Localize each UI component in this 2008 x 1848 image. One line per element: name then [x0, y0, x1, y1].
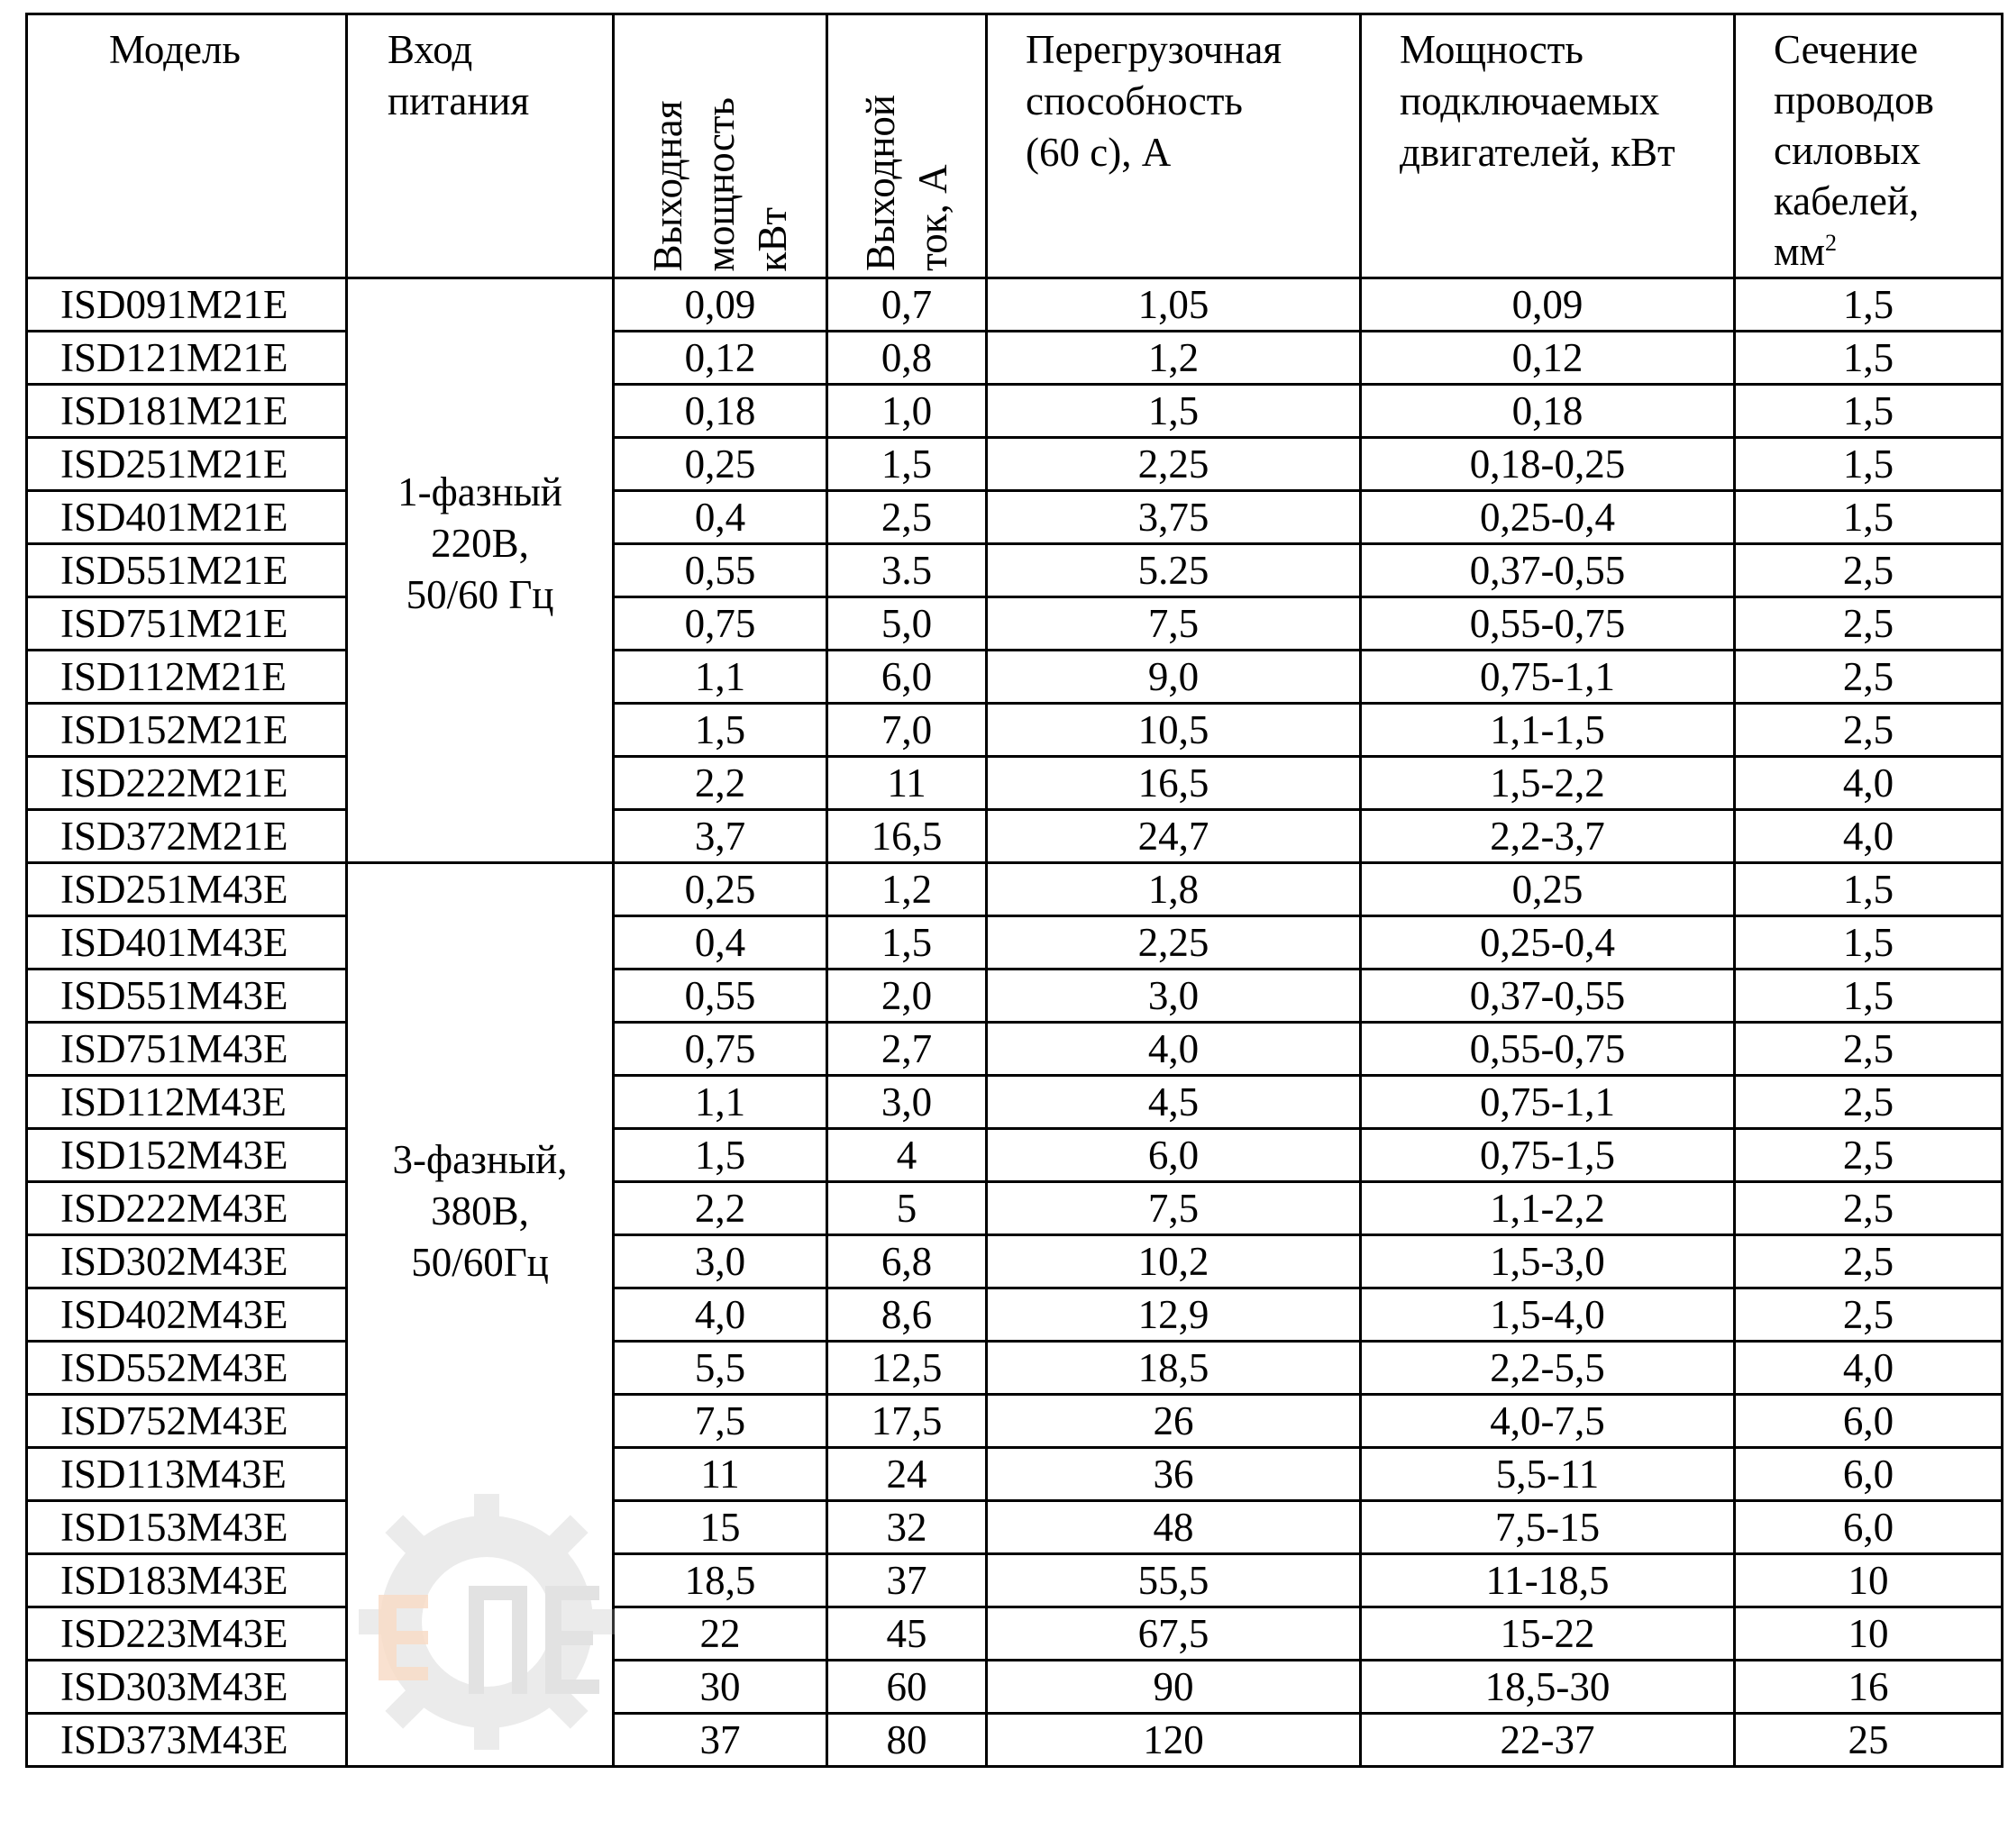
- cell-model: ISD552M43E: [27, 1342, 347, 1395]
- cell-overload: 48: [987, 1501, 1361, 1554]
- cell-output-power: 7,5: [614, 1395, 827, 1448]
- cell-motor-power: 2,2-3,7: [1361, 810, 1735, 863]
- table-row: [27, 1288, 2003, 1342]
- cell-cable-section: 2,5: [1735, 1076, 2003, 1129]
- cell-model: ISD303M43E: [27, 1661, 347, 1714]
- header-output-current: [827, 14, 987, 278]
- header-supply-line2: питания: [388, 78, 530, 123]
- cell-output-current: 17,5: [827, 1395, 987, 1448]
- cell-cable-section: 4,0: [1735, 1342, 2003, 1395]
- table-row: [27, 1076, 2003, 1129]
- cell-overload: 12,9: [987, 1288, 1361, 1342]
- cell-model: ISD401M21E: [27, 491, 347, 544]
- cell-overload: 4,0: [987, 1023, 1361, 1076]
- table-row: [27, 1342, 2003, 1395]
- cell-model: ISD183M43E: [27, 1554, 347, 1607]
- cell-output-power: 18,5: [614, 1554, 827, 1607]
- cell-output-current: 2,5: [827, 491, 987, 544]
- cell-cable-section: 2,5: [1735, 1288, 2003, 1342]
- header-cable-line1: Сечение: [1774, 27, 1919, 72]
- table-row: [27, 385, 2003, 438]
- cell-output-current: 11: [827, 757, 987, 810]
- cell-motor-power: 15-22: [1361, 1607, 1735, 1661]
- cell-output-power: 2,2: [614, 757, 827, 810]
- cell-motor-power: 0,18: [1361, 385, 1735, 438]
- table-row: [27, 332, 2003, 385]
- cell-cable-section: 1,5: [1735, 491, 2003, 544]
- cell-motor-power: 7,5-15: [1361, 1501, 1735, 1554]
- cell-motor-power: 2,2-5,5: [1361, 1342, 1735, 1395]
- cell-motor-power: 0,37-0,55: [1361, 544, 1735, 597]
- cell-motor-power: 4,0-7,5: [1361, 1395, 1735, 1448]
- table-row: [27, 810, 2003, 863]
- cell-overload: 36: [987, 1448, 1361, 1501]
- cell-output-current: 1,5: [827, 438, 987, 491]
- cell-motor-power: 11-18,5: [1361, 1554, 1735, 1607]
- table-row: [27, 491, 2003, 544]
- cell-overload: 10,2: [987, 1235, 1361, 1288]
- cell-output-power: 15: [614, 1501, 827, 1554]
- cell-model: ISD091M21E: [27, 278, 347, 332]
- table-row: [27, 1661, 2003, 1714]
- table-row: [27, 597, 2003, 651]
- header-output-current-line1: Выходной: [858, 95, 903, 271]
- cell-model: ISD402M43E: [27, 1288, 347, 1342]
- cell-overload: 9,0: [987, 651, 1361, 704]
- cell-overload: 90: [987, 1661, 1361, 1714]
- cell-output-current: 45: [827, 1607, 987, 1661]
- cell-overload: 1,2: [987, 332, 1361, 385]
- header-motor-line1: Мощность: [1400, 27, 1584, 72]
- cell-overload: 16,5: [987, 757, 1361, 810]
- cell-output-current: 5: [827, 1182, 987, 1235]
- cell-model: ISD222M21E: [27, 757, 347, 810]
- cell-cable-section: 2,5: [1735, 597, 2003, 651]
- cell-output-power: 0,4: [614, 491, 827, 544]
- cell-motor-power: 0,75-1,5: [1361, 1129, 1735, 1182]
- table-row: [27, 1235, 2003, 1288]
- table-row: [27, 1501, 2003, 1554]
- header-output-power-line3: кВт: [750, 206, 795, 271]
- cell-overload: 5.25: [987, 544, 1361, 597]
- supply-line-3: 50/60Гц: [411, 1239, 549, 1285]
- cell-output-power: 0,12: [614, 332, 827, 385]
- cell-output-current: 24: [827, 1448, 987, 1501]
- cell-model: ISD112M21E: [27, 651, 347, 704]
- cell-overload: 7,5: [987, 1182, 1361, 1235]
- header-row: [27, 14, 2003, 278]
- cell-model: ISD113M43E: [27, 1448, 347, 1501]
- cell-cable-section: 2,5: [1735, 1182, 2003, 1235]
- cell-cable-section: 6,0: [1735, 1448, 2003, 1501]
- cell-output-current: 2,7: [827, 1023, 987, 1076]
- cell-output-current: 2,0: [827, 970, 987, 1023]
- header-overload-line1: Перегрузочная: [1026, 27, 1282, 72]
- table-row: [27, 438, 2003, 491]
- cell-cable-section: 10: [1735, 1607, 2003, 1661]
- cell-overload: 1,5: [987, 385, 1361, 438]
- table-row: [27, 757, 2003, 810]
- cell-overload: 3,75: [987, 491, 1361, 544]
- cell-motor-power: 0,09: [1361, 278, 1735, 332]
- table-row: [27, 544, 2003, 597]
- cell-overload: 1,8: [987, 863, 1361, 916]
- cell-model: ISD152M43E: [27, 1129, 347, 1182]
- header-cable-section: [1735, 14, 2003, 278]
- header-supply-line1: Вход: [388, 27, 473, 72]
- cell-output-current: 12,5: [827, 1342, 987, 1395]
- cell-output-current: 5,0: [827, 597, 987, 651]
- cell-cable-section: 1,5: [1735, 916, 2003, 970]
- cell-output-power: 0,25: [614, 438, 827, 491]
- cell-cable-section: 1,5: [1735, 438, 2003, 491]
- header-output-power-line1: Выходная: [645, 100, 690, 271]
- table-row: [27, 916, 2003, 970]
- cell-output-current: 0,8: [827, 332, 987, 385]
- cell-model: ISD153M43E: [27, 1501, 347, 1554]
- header-motor-line3: двигателей, кВт: [1400, 130, 1675, 175]
- header-output-power: [614, 14, 827, 278]
- cell-output-power: 0,55: [614, 970, 827, 1023]
- cell-motor-power: 0,55-0,75: [1361, 597, 1735, 651]
- cell-output-power: 1,5: [614, 1129, 827, 1182]
- cell-cable-section: 2,5: [1735, 704, 2003, 757]
- cell-cable-section: 4,0: [1735, 757, 2003, 810]
- supply-line-1: 3-фазный,: [392, 1136, 568, 1182]
- cell-output-power: 1,5: [614, 704, 827, 757]
- cell-model: ISD551M43E: [27, 970, 347, 1023]
- cell-output-power: 1,1: [614, 1076, 827, 1129]
- cell-motor-power: 0,12: [1361, 332, 1735, 385]
- header-cable-unit: мм: [1774, 229, 1825, 274]
- table-row: [27, 1607, 2003, 1661]
- cell-model: ISD551M21E: [27, 544, 347, 597]
- cell-output-current: 16,5: [827, 810, 987, 863]
- cell-motor-power: 1,5-3,0: [1361, 1235, 1735, 1288]
- cell-model: ISD121M21E: [27, 332, 347, 385]
- cell-model: ISD752M43E: [27, 1395, 347, 1448]
- cell-cable-section: 2,5: [1735, 1235, 2003, 1288]
- header-motor-power: [1361, 14, 1735, 278]
- cell-model: ISD302M43E: [27, 1235, 347, 1288]
- cell-cable-section: 1,5: [1735, 278, 2003, 332]
- table-body: [27, 278, 2003, 1767]
- header-model: Модель: [27, 14, 347, 278]
- cell-output-current: 7,0: [827, 704, 987, 757]
- cell-cable-section: 1,5: [1735, 970, 2003, 1023]
- cell-motor-power: 0,75-1,1: [1361, 651, 1735, 704]
- cell-model: ISD181M21E: [27, 385, 347, 438]
- cell-cable-section: 1,5: [1735, 863, 2003, 916]
- supply-cell: [347, 278, 614, 863]
- header-overload: [987, 14, 1361, 278]
- cell-cable-section: 2,5: [1735, 1023, 2003, 1076]
- cell-motor-power: 0,55-0,75: [1361, 1023, 1735, 1076]
- table-row: [27, 863, 2003, 916]
- cell-motor-power: 0,37-0,55: [1361, 970, 1735, 1023]
- cell-overload: 6,0: [987, 1129, 1361, 1182]
- table-row: [27, 704, 2003, 757]
- cell-cable-section: 1,5: [1735, 332, 2003, 385]
- cell-output-power: 30: [614, 1661, 827, 1714]
- table-row: [27, 1395, 2003, 1448]
- cell-motor-power: 1,5-2,2: [1361, 757, 1735, 810]
- cell-model: ISD112M43E: [27, 1076, 347, 1129]
- header-cable-line3: силовых: [1774, 128, 1921, 173]
- cell-output-power: 0,75: [614, 1023, 827, 1076]
- cell-motor-power: 0,25-0,4: [1361, 491, 1735, 544]
- cell-overload: 3,0: [987, 970, 1361, 1023]
- cell-output-power: 1,1: [614, 651, 827, 704]
- header-cable-line2: проводов: [1774, 77, 1934, 123]
- table-row: [27, 651, 2003, 704]
- cell-model: ISD251M21E: [27, 438, 347, 491]
- header-cable-superscript: 2: [1824, 230, 1837, 256]
- cell-output-current: 1,0: [827, 385, 987, 438]
- cell-overload: 2,25: [987, 438, 1361, 491]
- cell-output-current: 0,7: [827, 278, 987, 332]
- cell-output-current: 4: [827, 1129, 987, 1182]
- header-overload-line2: способность: [1026, 78, 1243, 123]
- cell-model: ISD751M21E: [27, 597, 347, 651]
- cell-motor-power: 5,5-11: [1361, 1448, 1735, 1501]
- cell-cable-section: 2,5: [1735, 1129, 2003, 1182]
- cell-output-power: 0,09: [614, 278, 827, 332]
- spec-table: [25, 13, 2003, 1768]
- cell-cable-section: 6,0: [1735, 1501, 2003, 1554]
- table-row: [27, 1182, 2003, 1235]
- cell-model: ISD251M43E: [27, 863, 347, 916]
- cell-output-current: 8,6: [827, 1288, 987, 1342]
- cell-output-power: 3,0: [614, 1235, 827, 1288]
- cell-output-power: 3,7: [614, 810, 827, 863]
- supply-line-3: 50/60 Гц: [406, 571, 554, 617]
- cell-output-power: 0,55: [614, 544, 827, 597]
- supply-line-1: 1-фазный: [397, 469, 562, 514]
- table-row: [27, 1448, 2003, 1501]
- cell-cable-section: 6,0: [1735, 1395, 2003, 1448]
- header-output-power-line2: мощность: [698, 96, 743, 271]
- cell-overload: 18,5: [987, 1342, 1361, 1395]
- cell-output-power: 37: [614, 1714, 827, 1767]
- table-row: [27, 1023, 2003, 1076]
- table-row: [27, 970, 2003, 1023]
- cell-cable-section: 25: [1735, 1714, 2003, 1767]
- cell-output-power: 0,4: [614, 916, 827, 970]
- cell-overload: 10,5: [987, 704, 1361, 757]
- supply-line-2: 380В,: [431, 1188, 529, 1234]
- cell-cable-section: 4,0: [1735, 810, 2003, 863]
- table-row: [27, 1714, 2003, 1767]
- cell-cable-section: 10: [1735, 1554, 2003, 1607]
- cell-motor-power: 22-37: [1361, 1714, 1735, 1767]
- table-row: [27, 278, 2003, 332]
- cell-model: ISD372M21E: [27, 810, 347, 863]
- header-output-current-line2: ток, А: [910, 164, 955, 271]
- cell-motor-power: 0,75-1,1: [1361, 1076, 1735, 1129]
- cell-motor-power: 0,25-0,4: [1361, 916, 1735, 970]
- supply-line-2: 220В,: [431, 520, 529, 566]
- cell-output-power: 22: [614, 1607, 827, 1661]
- cell-model: ISD152M21E: [27, 704, 347, 757]
- cell-overload: 55,5: [987, 1554, 1361, 1607]
- cell-output-current: 32: [827, 1501, 987, 1554]
- cell-output-current: 1,5: [827, 916, 987, 970]
- cell-model: ISD401M43E: [27, 916, 347, 970]
- cell-model: ISD222M43E: [27, 1182, 347, 1235]
- cell-motor-power: 1,1-1,5: [1361, 704, 1735, 757]
- cell-output-power: 5,5: [614, 1342, 827, 1395]
- header-supply: [347, 14, 614, 278]
- cell-cable-section: 2,5: [1735, 651, 2003, 704]
- cell-output-current: 60: [827, 1661, 987, 1714]
- header-cable-line4: кабелей,: [1774, 178, 1920, 223]
- cell-motor-power: 1,1-2,2: [1361, 1182, 1735, 1235]
- cell-motor-power: 18,5-30: [1361, 1661, 1735, 1714]
- cell-overload: 24,7: [987, 810, 1361, 863]
- header-overload-line3: (60 с), А: [1026, 130, 1172, 175]
- supply-cell: [347, 863, 614, 1767]
- cell-overload: 67,5: [987, 1607, 1361, 1661]
- cell-cable-section: 2,5: [1735, 544, 2003, 597]
- cell-output-power: 0,18: [614, 385, 827, 438]
- cell-model: ISD373M43E: [27, 1714, 347, 1767]
- cell-output-current: 3,0: [827, 1076, 987, 1129]
- cell-output-power: 11: [614, 1448, 827, 1501]
- cell-overload: 4,5: [987, 1076, 1361, 1129]
- cell-cable-section: 16: [1735, 1661, 2003, 1714]
- cell-overload: 7,5: [987, 597, 1361, 651]
- cell-output-current: 6,8: [827, 1235, 987, 1288]
- cell-model: ISD751M43E: [27, 1023, 347, 1076]
- table-row: [27, 1554, 2003, 1607]
- cell-output-power: 0,25: [614, 863, 827, 916]
- table-row: [27, 1129, 2003, 1182]
- cell-overload: 26: [987, 1395, 1361, 1448]
- cell-output-current: 3.5: [827, 544, 987, 597]
- cell-model: ISD223M43E: [27, 1607, 347, 1661]
- cell-motor-power: 1,5-4,0: [1361, 1288, 1735, 1342]
- cell-cable-section: 1,5: [1735, 385, 2003, 438]
- cell-output-current: 80: [827, 1714, 987, 1767]
- cell-output-power: 2,2: [614, 1182, 827, 1235]
- cell-output-power: 0,75: [614, 597, 827, 651]
- cell-overload: 2,25: [987, 916, 1361, 970]
- cell-overload: 120: [987, 1714, 1361, 1767]
- cell-motor-power: 0,18-0,25: [1361, 438, 1735, 491]
- cell-output-current: 6,0: [827, 651, 987, 704]
- header-motor-line2: подключаемых: [1400, 78, 1660, 123]
- cell-output-power: 4,0: [614, 1288, 827, 1342]
- cell-output-current: 1,2: [827, 863, 987, 916]
- cell-overload: 1,05: [987, 278, 1361, 332]
- cell-motor-power: 0,25: [1361, 863, 1735, 916]
- cell-output-current: 37: [827, 1554, 987, 1607]
